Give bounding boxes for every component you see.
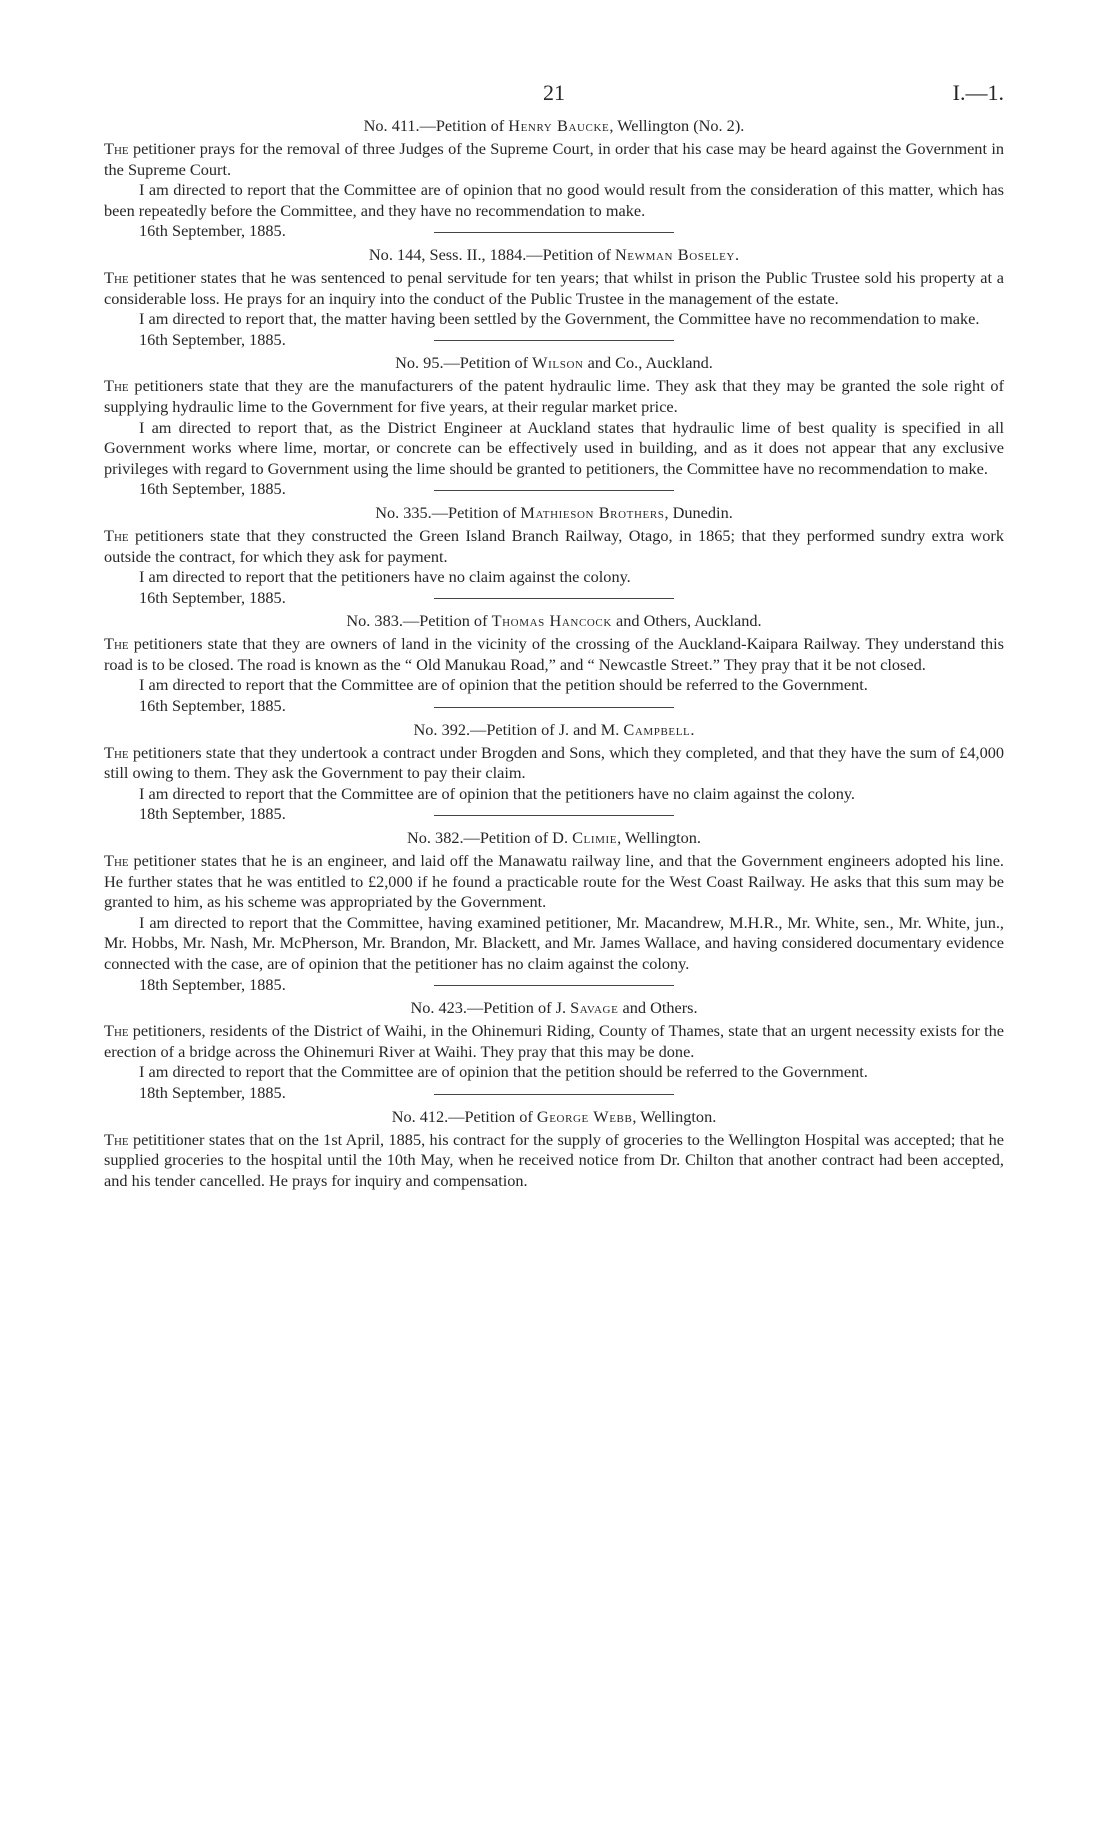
committee-report: I am directed to report that the Committee are of opinion that no good would result from the consideration of this matter, which has been repeatedly before the Committee, and they have no recommendation to make. xyxy=(104,180,1004,220)
report-date: 16th September, 1885. xyxy=(139,221,286,241)
petition-title xyxy=(104,611,1004,631)
statement-text: petititioner states that on the 1st April, 1885, his contract for the supply of groceries to the Wellington Hospital was accepted; that he supplied groceries to the hospital until the 10th May, when he received notice from Dr. Chilton that another contract had been accepted, and his tender cancelled. He prays for inquiry and compensation. xyxy=(104,1129,1004,1190)
petition-statement xyxy=(104,376,1004,417)
petition-title-suffix: and Others. xyxy=(618,998,698,1018)
petition-title-suffix: , Dunedin. xyxy=(664,502,733,522)
statement-text: petitioner states that he was sentenced to penal servitude for ten years; that whilst in prison the Public Trustee sold his property at a considerable loss. He prays for an inquiry into the conduct of the Public Trustee in the management of the estate. xyxy=(104,267,1004,308)
petition-statement xyxy=(104,743,1004,784)
petition-title xyxy=(104,998,1004,1018)
petition-statement xyxy=(104,139,1004,180)
section-divider xyxy=(434,598,674,599)
section-divider xyxy=(434,815,674,816)
petition-title xyxy=(104,353,1004,373)
petition-entry xyxy=(104,503,1004,608)
committee-report: I am directed to report that the Committee are of opinion that the petition should be referred to the Government. xyxy=(139,1062,868,1082)
petition-statement xyxy=(104,268,1004,309)
petition-title-prefix: No. 382.—Petition of D. xyxy=(407,828,573,848)
section-divider xyxy=(434,340,674,341)
petition-entry xyxy=(104,720,1004,825)
statement-lead-word: The xyxy=(104,1129,129,1149)
petition-title-suffix: , Wellington. xyxy=(632,1106,717,1126)
petitioner-name: Wilson xyxy=(532,353,584,373)
petitioner-name: Henry Baucke xyxy=(508,116,610,135)
committee-report: I am directed to report that the Committee, having examined petitioner, Mr. Macandrew, M.H.R., Mr. White, sen., Mr. White, jun., Mr. Hobbs, Mr. Nash, Mr. McPherson, Mr. Brandon, Mr. Blackett, and Mr. James Wallace, and having considered documentary evidence connected with the case, are of opinion that the petitioner has no claim against the colony. xyxy=(104,912,1004,973)
petitioner-name: Thomas Hancock xyxy=(491,611,612,631)
petitioner-name: George Webb xyxy=(536,1106,633,1126)
statement-text: petitioners state that they are the manufacturers of the patent hydraulic lime. They ask that they may be granted the sole right of supplying hydraulic lime to the Government for five years, at their regular market price. xyxy=(104,376,1004,416)
petitioner-name: Mathieson Brothers xyxy=(520,502,665,522)
document-reference: I.—1. xyxy=(952,80,1004,105)
report-date: 18th September, 1885. xyxy=(139,974,286,994)
petitioner-name: Savage xyxy=(570,998,619,1018)
petition-title xyxy=(104,245,1004,265)
report-date: 16th September, 1885. xyxy=(139,587,286,607)
petition-title-prefix: No. 412.—Petition of xyxy=(391,1106,537,1126)
statement-text: petitioner states that he is an engineer, and laid off the Manawatu railway line, and that the Government engineers adopted his line. He further states that he was entitled to £2,000 if he found a practicable route for the West Coast Railway. He asks that this sum may be granted to him, as his scheme was appropriated by the Government. xyxy=(104,851,1004,912)
section-divider xyxy=(434,232,674,233)
statement-lead-word: The xyxy=(104,1021,129,1041)
committee-report: I am directed to report that the Committee are of opinion that the petitioners have no claim against the colony. xyxy=(139,783,856,803)
petition-entry xyxy=(104,828,1004,995)
petition-title-prefix: No. 423.—Petition of J. xyxy=(410,998,571,1018)
petition-entry xyxy=(104,1107,1004,1192)
statement-lead-word: The xyxy=(104,267,129,287)
report-date: 18th September, 1885. xyxy=(139,1082,286,1102)
committee-report: I am directed to report that the Committee are of opinion that the petition should be referred to the Government. xyxy=(139,675,868,695)
section-divider xyxy=(434,985,674,986)
petition-list xyxy=(104,116,1004,1191)
petition-title-suffix: and Others, Auckland. xyxy=(611,611,762,631)
petition-statement xyxy=(104,634,1004,675)
petition-title xyxy=(104,828,1004,848)
petition-title-suffix: and Co., Auckland. xyxy=(583,353,713,373)
section-divider xyxy=(434,490,674,491)
report-date: 18th September, 1885. xyxy=(139,804,286,824)
petition-title-prefix: No. 392.—Petition of J. and M. xyxy=(413,719,624,739)
page-number: 21 xyxy=(543,80,565,105)
section-divider xyxy=(434,1094,674,1095)
petition-statement xyxy=(104,1130,1004,1192)
statement-lead-word: The xyxy=(104,525,129,545)
petition-title-suffix: . xyxy=(734,244,740,264)
petition-title-suffix: , Wellington. xyxy=(617,828,701,848)
petition-entry xyxy=(104,611,1004,716)
petitioner-name: Newman Boseley xyxy=(614,244,735,264)
petition-title-suffix: . xyxy=(690,719,695,739)
petition-title-prefix: No. 383.—Petition of xyxy=(346,611,492,631)
committee-report: I am directed to report that, as the District Engineer at Auckland states that hydraulic lime of best quality is specified in all Government works where lime, mortar, or concrete can be effectively used in building, and as it does not appear that any exclusive privileges with regard to Government using the lime should be granted to petitioners, the Committee have no recommendation to make. xyxy=(104,417,1004,478)
statement-lead-word: The xyxy=(104,742,129,762)
petition-entry xyxy=(104,116,1004,242)
petition-title-prefix: No. 335.—Petition of xyxy=(375,502,521,522)
petition-title-prefix: No. 95.—Petition of xyxy=(395,353,533,373)
report-date: 16th September, 1885. xyxy=(139,479,286,499)
statement-lead-word: The xyxy=(104,139,129,158)
petition-title-suffix: , Wellington (No. 2). xyxy=(609,116,745,135)
petition-entry xyxy=(104,353,1004,500)
committee-report: I am directed to report that, the matter having been settled by the Government, the Committee have no recommendation to make. xyxy=(139,309,980,329)
petition-statement xyxy=(104,1021,1004,1062)
statement-lead-word: The xyxy=(104,851,129,871)
document-page xyxy=(104,80,1004,1191)
petition-title-prefix: No. 411.—Petition of xyxy=(363,116,509,135)
report-date: 16th September, 1885. xyxy=(139,329,286,349)
petition-statement xyxy=(104,851,1004,913)
petitioner-name: Campbell xyxy=(623,719,691,739)
statement-text: petitioners, residents of the District of Waihi, in the Ohinemuri Riding, County of Thames, state that an urgent necessity exists for the erection of a bridge across the Ohinemuri River at Waihi. They pray that this may be done. xyxy=(104,1021,1004,1061)
page-header xyxy=(104,80,1004,112)
committee-report: I am directed to report that the petitioners have no claim against the colony. xyxy=(139,567,631,587)
petition-title xyxy=(104,503,1004,523)
petition-title xyxy=(104,720,1004,740)
petitioner-name: Climie xyxy=(572,828,618,848)
petition-entry xyxy=(104,998,1004,1103)
petition-title xyxy=(104,116,1004,136)
petition-statement xyxy=(104,526,1004,567)
petition-title xyxy=(104,1107,1004,1127)
statement-text: petitioner prays for the removal of three Judges of the Supreme Court, in order that his case may be heard against the Government in the Supreme Court. xyxy=(104,139,1004,179)
section-divider xyxy=(434,707,674,708)
statement-text: petitioners state that they constructed the Green Island Branch Railway, Otago, in 1865; that they performed sundry extra work outside the contract, for which they ask for payment. xyxy=(104,525,1004,566)
report-date: 16th September, 1885. xyxy=(139,696,286,716)
statement-text: petitioners state that they undertook a contract under Brogden and Sons, which they completed, and that they have the sum of £4,000 still owing to them. They ask the Government to pay their claim. xyxy=(104,742,1004,783)
petition-entry xyxy=(104,245,1004,350)
statement-text: petitioners state that they are owners of land in the vicinity of the crossing of the Auckland-Kaipara Railway. They understand this road is to be closed. The road is known as the “ Old Manukau Road,” and “ Newcastle Street.” They pray that it be not closed. xyxy=(104,634,1004,674)
statement-lead-word: The xyxy=(104,634,129,654)
petition-title-prefix: No. 144, Sess. II., 1884.—Petition of xyxy=(368,244,615,264)
statement-lead-word: The xyxy=(104,376,129,396)
